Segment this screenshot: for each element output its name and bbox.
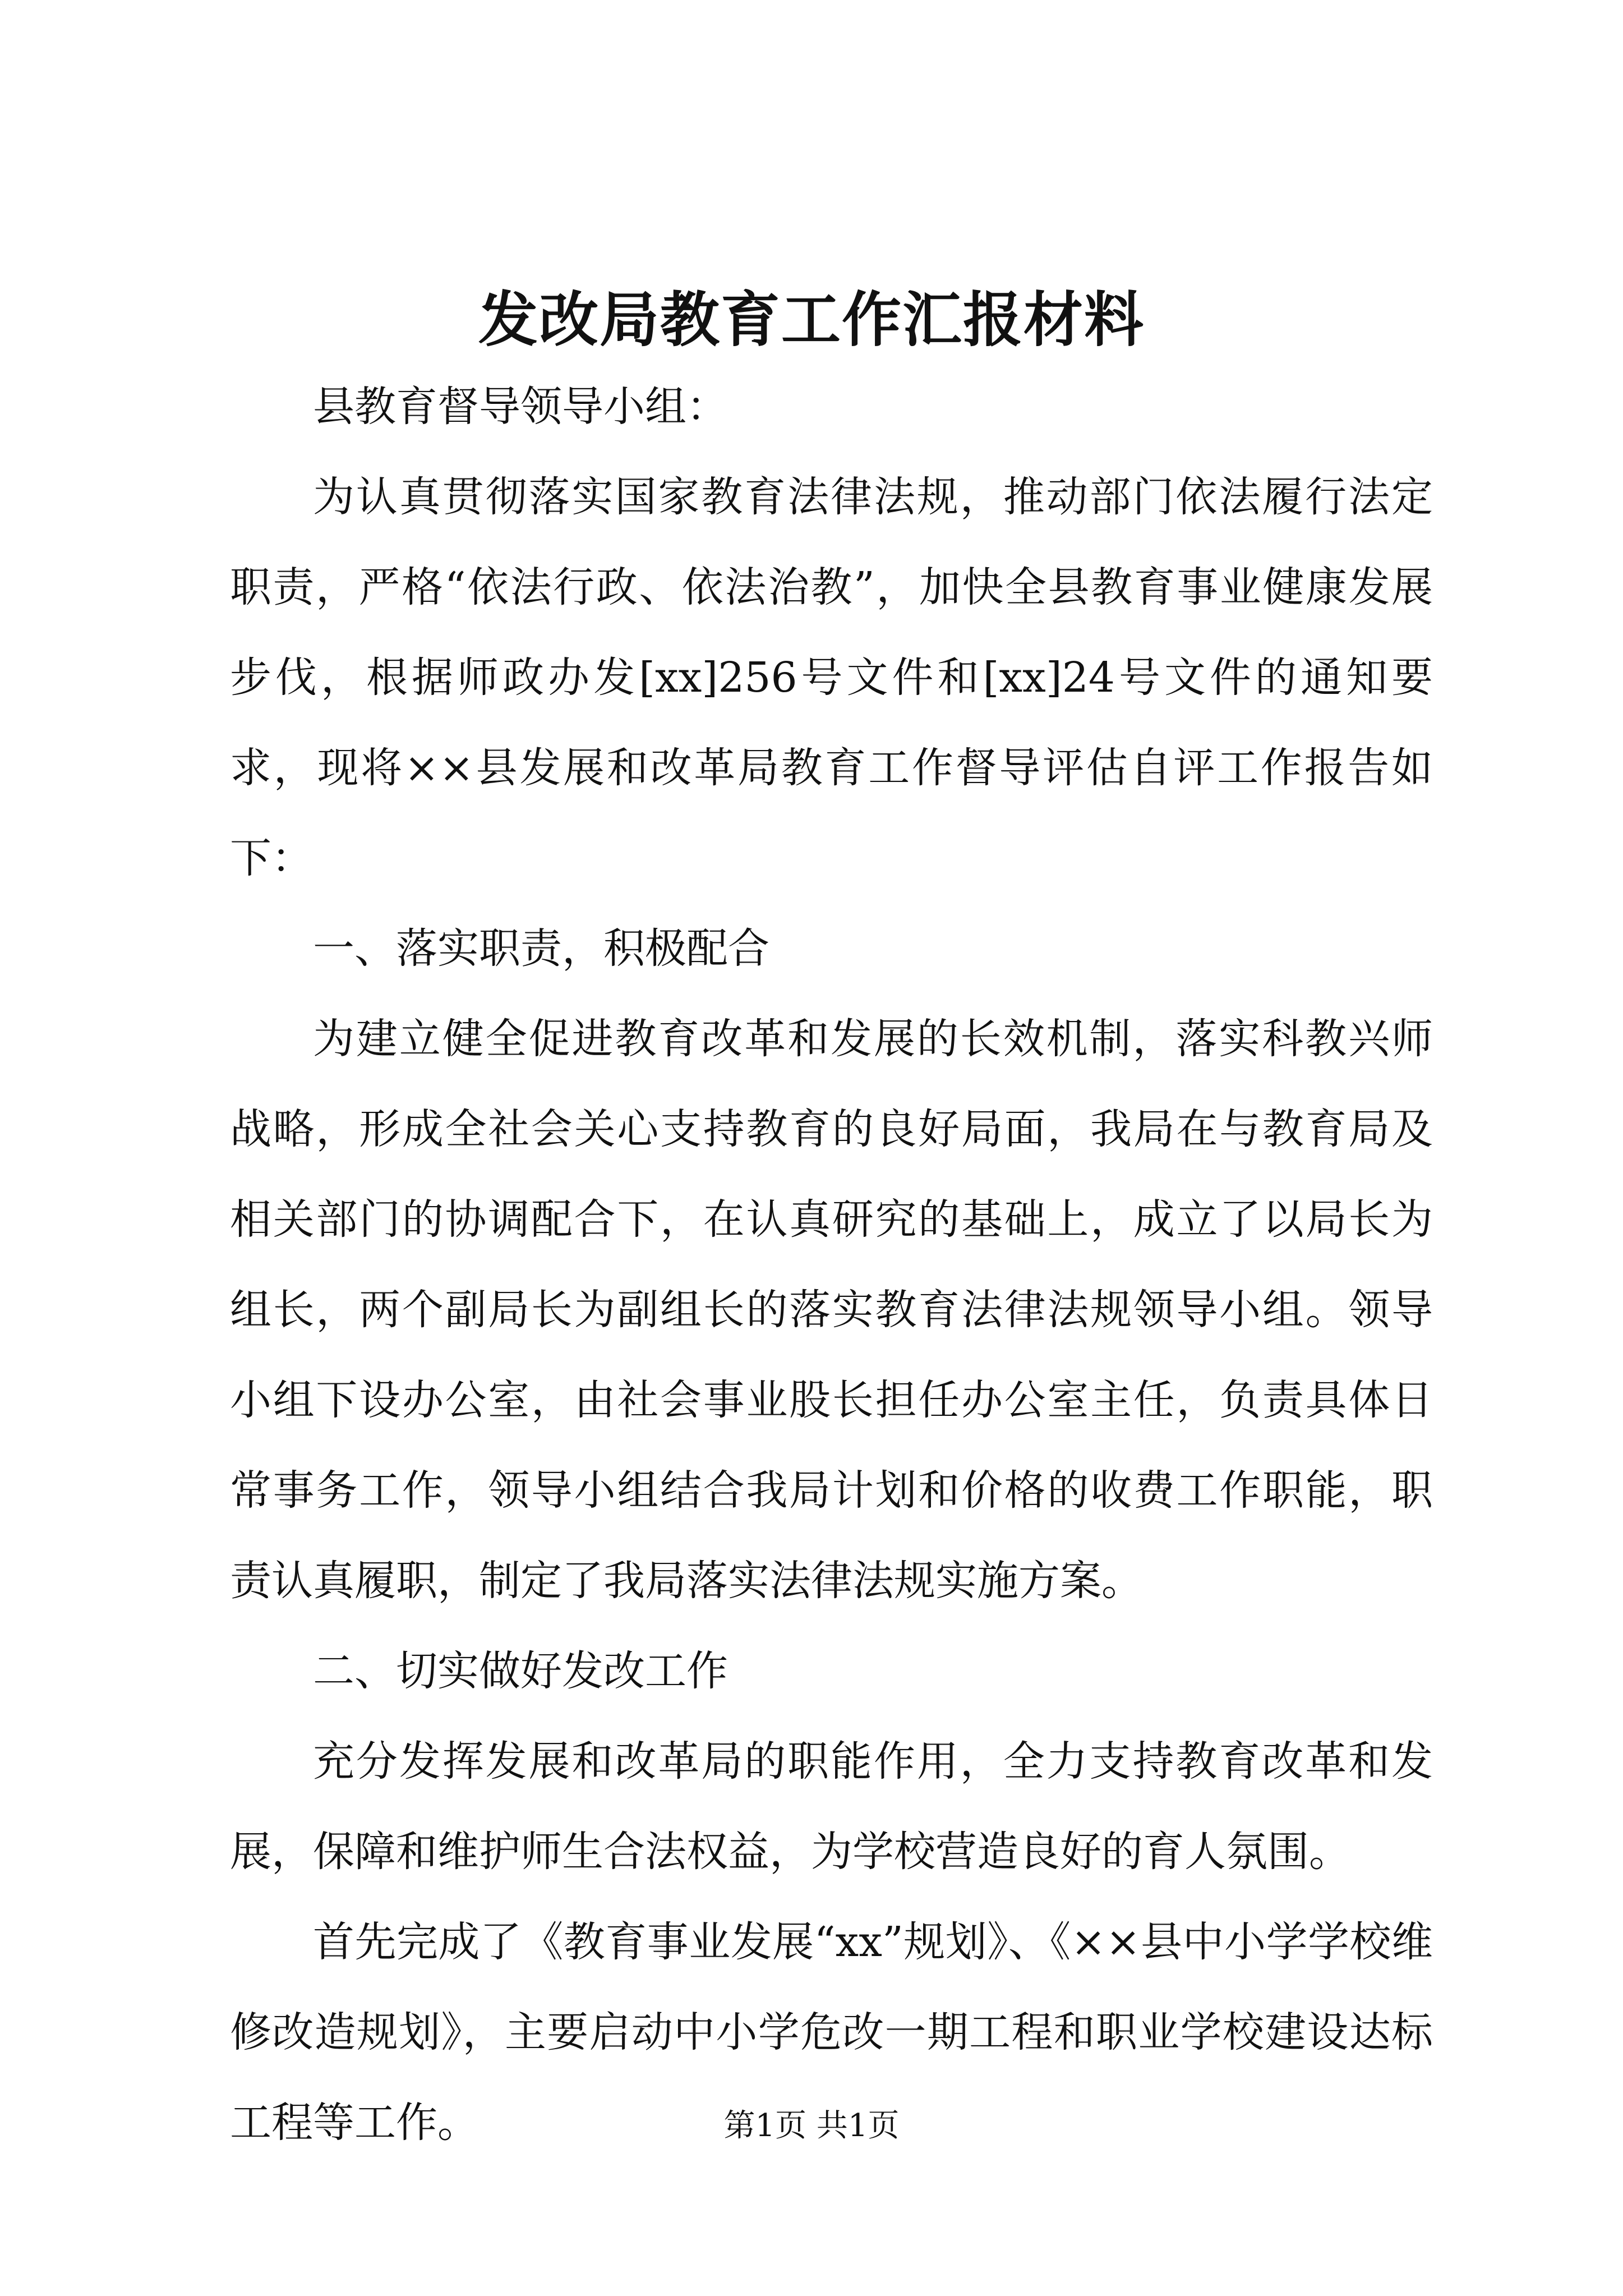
salutation-paragraph: 县教育督导领导小组： — [313, 383, 728, 431]
page-footer: 第1页 共1页 — [723, 2108, 900, 2144]
document-body — [230, 362, 1433, 2168]
section-2-paragraph-1: 充分发挥发展和改革局的职能作用，全力支持教育改革和发展，保障和维护师生合法权益，为学校营造良好的育人氛围。 — [230, 1737, 1433, 1876]
intro-paragraph: 为认真贯彻落实国家教育法律法规，推动部门依法履行法定职责，严格“依法行政、依法治教”，加快全县教育事业健康发展步伐，根据师政办发[xx]256号文件和[xx]24号文件的通知要求，现将××县发展和改革局教育工作督导评估自评工作报告如下： — [230, 473, 1433, 882]
section-1-paragraph: 为建立健全促进教育改革和发展的长效机制，落实科教兴师战略，形成全社会关心支持教育的良好局面，我局在与教育局及相关部门的协调配合下，在认真研究的基础上，成立了以局长为组长，两个副局长为副组长的落实教育法律法规领导小组。领导小组下设办公室，由社会事业股长担任办公室主任，负责具体日常事务工作，领导小组结合我局计划和价格的收费工作职能，职责认真履职，制定了我局落实法律法规实施方案。 — [230, 1015, 1433, 1605]
section-heading-1: 一、落实职责，积极配合 — [313, 924, 769, 973]
section-heading-2: 二、切实做好发改工作 — [313, 1647, 728, 1695]
document-title: 发改局教育工作汇报材料 — [478, 284, 1145, 355]
section-2-paragraph-2: 首先完成了《教育事业发展“xx”规划》、《××县中小学学校维修改造规划》，主要启动中小学危改一期工程和职业学校建设达标工程等工作。 — [230, 1918, 1433, 2147]
